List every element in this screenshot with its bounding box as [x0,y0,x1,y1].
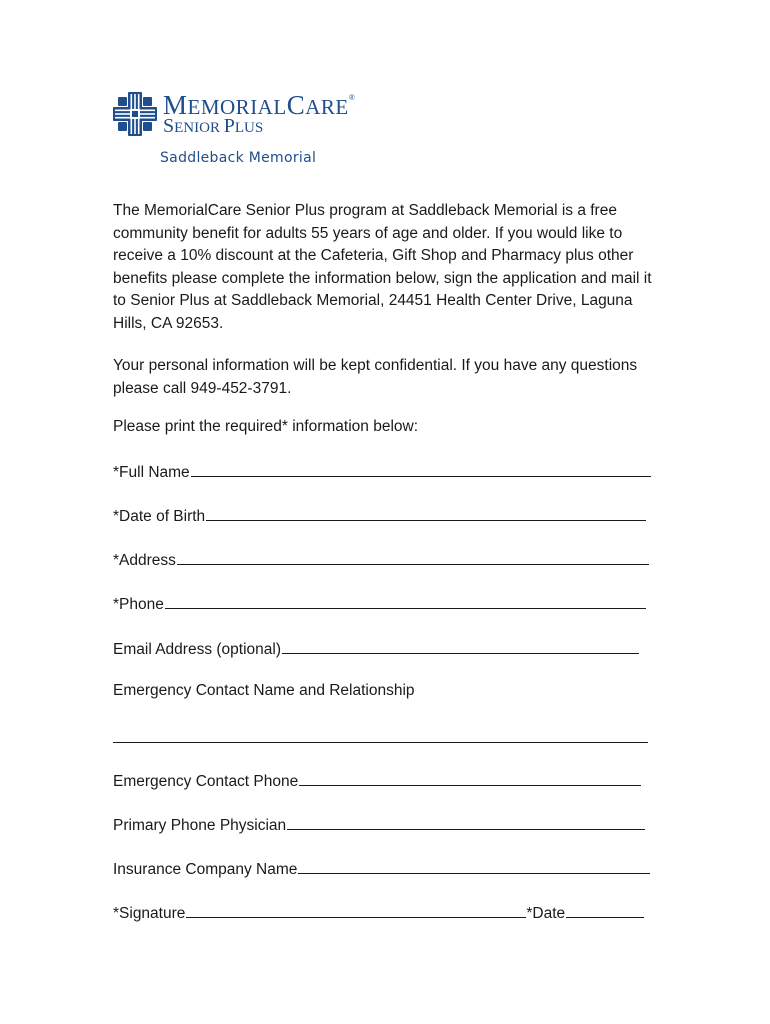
physician-label: Primary Phone Physician [113,817,287,834]
phone-label: *Phone [113,596,164,613]
intro-paragraph: The MemorialCare Senior Plus program at Saddleback Memorial is a free community benefit for adults 55 years of age and older. If you would like to receive a 10% discount at the Cafeteria, Gift Shop and Pharmacy plus other benefits please complete the information below, sign the application and mail it to Senior Plus at Saddleback Memorial, 24451 Health Center Drive, Laguna Hills, CA 92653. [113,202,652,332]
phone-field [113,593,646,615]
dob-label: *Date of Birth [113,508,206,525]
emergency-contact-input-line[interactable] [113,742,648,743]
emergency-phone-field [113,770,641,792]
full-name-field [113,461,651,483]
memorialcare-logo [113,92,373,172]
instructions-paragraph: Please print the required* information below: [113,418,419,435]
insurance-field [113,858,650,880]
full-name-label: *Full Name [113,464,190,481]
phone-input-line[interactable] [165,593,646,609]
logo-brand-text: MEMORIALCARE® [163,90,356,120]
email-field [113,638,639,660]
insurance-input-line[interactable] [298,858,650,874]
logo-location-text: Saddleback Memorial [160,150,317,166]
dob-input-line[interactable] [206,505,646,521]
date-input-line[interactable] [566,902,644,918]
email-label: Email Address (optional) [113,641,281,658]
confidentiality-paragraph: Your personal information will be kept confidential. If you have any questions please call 949-452-3791. [113,357,638,397]
emergency-contact-field [113,681,415,701]
memorialcare-cross-icon [113,92,157,136]
physician-input-line[interactable] [287,814,645,830]
address-field [113,549,649,571]
email-input-line[interactable] [282,638,639,654]
address-label: *Address [113,552,176,569]
signature-label: *Signature [113,905,186,922]
address-input-line[interactable] [177,549,649,565]
emergency-phone-label: Emergency Contact Phone [113,773,299,790]
logo-subtitle-text: SENIOR PLUS [163,115,264,137]
emergency-phone-input-line[interactable] [299,770,641,786]
full-name-input-line[interactable] [191,461,651,477]
emergency-contact-label: Emergency Contact Name and Relationship [113,682,415,699]
signature-input-line[interactable] [186,902,526,918]
date-label: *Date [526,905,566,922]
physician-field [113,814,645,836]
date-of-birth-field [113,505,646,527]
insurance-label: Insurance Company Name [113,861,298,878]
signature-date-field [113,902,644,924]
